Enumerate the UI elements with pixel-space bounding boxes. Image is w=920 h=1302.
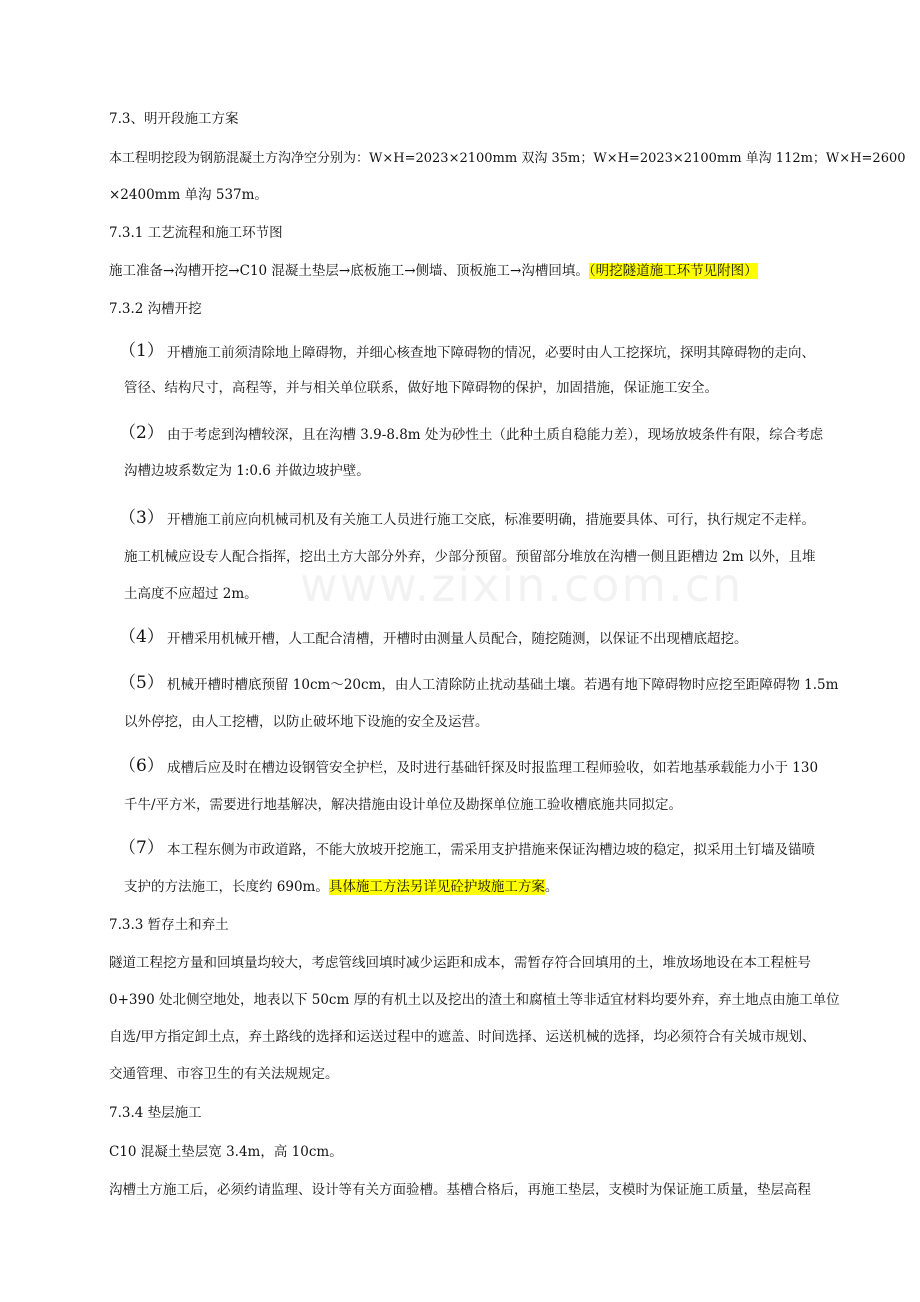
item-7-line-1: 本工程东侧为市政道路，不能大放坡开挖施工，需采用支护措施来保证沟槽边坡的稳定，拟采用土钉墙及锚喷 [167,842,815,858]
section-7-3-3-line-4: 交通管理、市容卫生的有关法规规定。 [109,1066,339,1082]
item-1-line-1: 开槽施工前须清除地上障碍物，并细心核查地下障碍物的情况，必要时由人工挖探坑，探明其障碍物的走向、 [167,345,815,361]
section-7-3-paragraph-line-1: 本工程明挖段为钢筋混凝土方沟净空分别为：W×H=2023×2100mm 双沟 35m；W×H=2023×2100mm 单沟 112m；W×H=2600 [109,151,906,166]
section-7-3-2-heading: 7.3.2 沟槽开挖 [109,301,202,317]
process-flow-text: 施工准备→沟槽开挖→C10 混凝土垫层→底板施工→侧墙、顶板施工→沟槽回填。 [109,263,589,279]
item-6-line-1: 成槽后应及时在槽边设钢管安全护栏，及时进行基础钎探及时报监理工程师验收，如若地基承载能力小于 130 [167,760,819,776]
item-4-line-1: 开槽采用机械开槽，人工配合清槽，开槽时由测量人员配合，随挖随测，以保证不出现槽底超挖。 [167,631,748,647]
item-2-line-2: 沟槽边坡系数定为 1:0.6 并做边坡护壁。 [124,463,370,479]
section-7-3-4-heading: 7.3.4 垫层施工 [109,1105,202,1121]
section-7-3-paragraph-line-2: ×2400mm 单沟 537m。 [109,187,268,203]
item-1-number: （1） [119,341,164,361]
item-7-line-2-text: 支护的方法施工，长度约 690m。 [124,879,329,895]
section-7-3-heading: 7.3、明开段施工方案 [109,111,239,127]
section-7-3-1-heading: 7.3.1 工艺流程和施工环节图 [109,225,283,241]
item-3-line-1: 开槽施工前应向机械司机及有关施工人员进行施工交底，标准要明确，措施要具体、可行，执行规定不走样。 [167,512,815,528]
watermark: www.zixin.com.cn [300,558,744,612]
item-6-line-2: 千牛/平方米，需要进行地基解决，解决措施由设计单位及勘探单位施工验收槽底施共同拟定。 [124,797,683,813]
item-5-number: （5） [119,673,164,693]
item-7-highlight: 具体施工方法另详见砼护坡施工方案 [328,879,545,895]
section-7-3-3-heading: 7.3.3 暂存土和弃土 [109,917,229,933]
item-2-line-1: 由于考虑到沟槽较深，且在沟槽 3.9-8.8m 处为砂性土（此种土质自稳能力差），现场放坡条件有限，综合考虑 [167,427,824,443]
item-2-number: （2） [119,423,164,443]
section-7-3-4-line-1: C10 混凝土垫层宽 3.4m，高 10cm。 [109,1144,343,1160]
item-3-line-2: 施工机械应设专人配合指挥，挖出土方大部分外弃，少部分预留。预留部分堆放在沟槽一侧且距槽边 2m 以外，且堆 [124,549,816,565]
item-1-line-2: 管径、结构尺寸，高程等，并与相关单位联系，做好地下障碍物的保护，加固措施，保证施工安全。 [124,380,718,396]
process-flow-highlight: （明挖隧道施工环节见附图） [588,263,758,279]
item-5-line-1: 机械开槽时槽底预留 10cm～20cm，由人工清除防止扰动基础土壤。若遇有地下障碍物时应挖至距障碍物 1.5m [167,677,839,693]
item-3-number: （3） [119,508,164,528]
item-7-line-2-tail: 。 [544,879,559,895]
item-5-line-2: 以外停挖，由人工挖槽，以防止破坏地下设施的安全及运营。 [124,714,489,730]
section-7-3-4-line-2: 沟槽土方施工后，必须约请监理、设计等有关方面验槽。基槽合格后，再施工垫层，支模时为保证施工质量，垫层高程 [109,1182,811,1198]
item-4-number: （4） [119,627,164,647]
section-7-3-3-line-1: 隧道工程挖方量和回填量均较大，考虑管线回填时减少运距和成本，需暂存符合回填用的土，堆放场地设在本工程桩号 [109,955,811,971]
section-7-3-3-line-2: 0+390 处北侧空地处，地表以下 50cm 厚的有机土以及挖出的渣土和腐植土等非适宜材料均要外弃，弃土地点由施工单位 [109,992,840,1008]
process-flow-line [109,262,758,280]
item-6-number: （6） [119,756,164,776]
item-7-line-2 [124,878,558,896]
item-7-number: （7） [119,838,164,858]
item-3-line-3: 土高度不应超过 2m。 [124,586,258,602]
section-7-3-3-line-3: 自选/甲方指定卸土点，弃土路线的选择和运送过程中的遮盖、时间选择、运送机械的选择，均必须符合有关城市规划、 [109,1029,816,1045]
